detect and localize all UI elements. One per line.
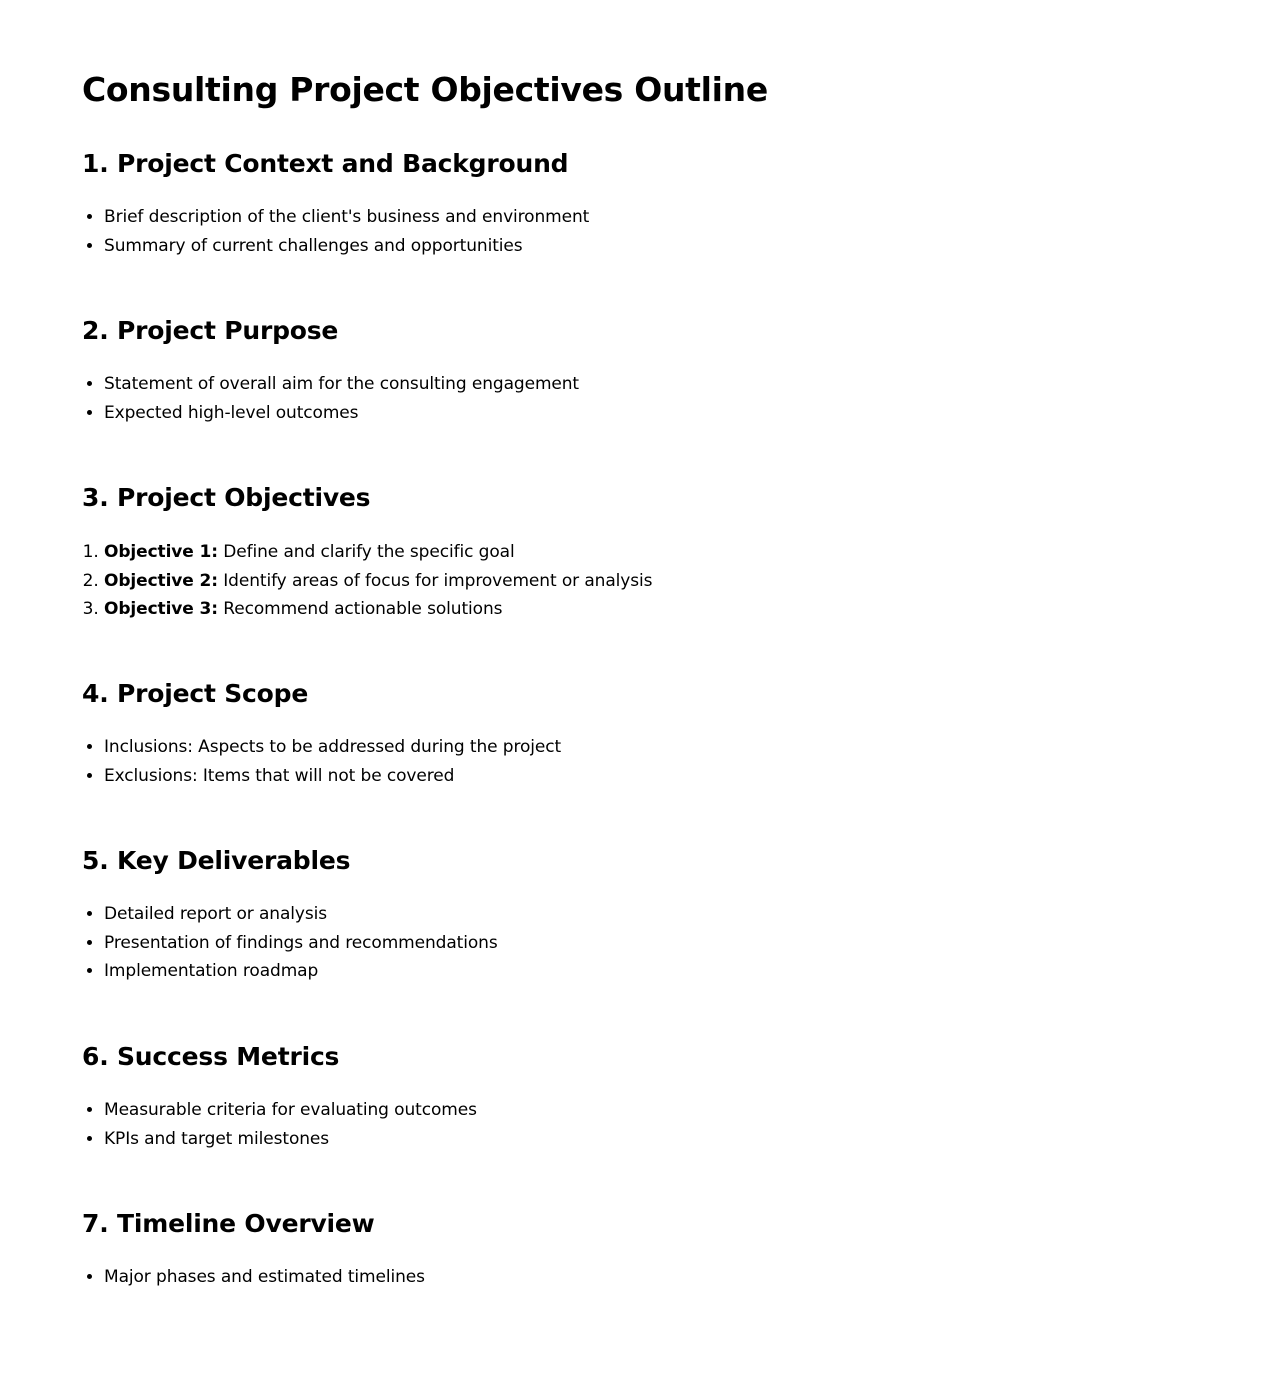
section-purpose (82, 314, 579, 427)
objective-text: Define and clarify the specific goal (217, 542, 515, 562)
section-heading: 2. Project Purpose (82, 316, 339, 345)
objective-label: Objective 1: (104, 542, 218, 562)
page-title: Consulting Project Objectives Outline (82, 70, 768, 109)
bullet-list (82, 370, 579, 427)
list-item: • Detailed report or analysis (104, 900, 498, 929)
section-timeline (82, 1207, 425, 1292)
section-objectives (82, 481, 652, 624)
section-deliverables (82, 844, 498, 986)
numbered-list (82, 538, 652, 624)
section-heading: 3. Project Objectives (82, 483, 371, 512)
section-context (82, 147, 589, 260)
bullet-list (82, 203, 589, 260)
objective-text: Recommend actionable solutions (217, 599, 503, 619)
list-item: • Measurable criteria for evaluating outcomes (104, 1096, 477, 1125)
objective-label: Objective 2: (104, 570, 218, 591)
section-heading: 4. Project Scope (82, 679, 309, 708)
list-item: • Major phases and estimated timelines (104, 1263, 425, 1292)
bullet-list (82, 900, 498, 986)
bullet-list (82, 1263, 425, 1292)
objective-label: Objective 3: (104, 599, 218, 619)
list-item: • Exclusions: Items that will not be covered (104, 762, 561, 791)
list-item (104, 595, 652, 624)
section-scope (82, 677, 561, 790)
list-item: • Presentation of findings and recommendations (104, 929, 498, 958)
section-heading: 7. Timeline Overview (82, 1209, 375, 1238)
bullet-list (82, 1096, 477, 1153)
list-item: • Implementation roadmap (104, 957, 498, 986)
section-heading: 1. Project Context and Background (82, 149, 569, 178)
section-success-metrics (82, 1040, 477, 1153)
list-item: • Inclusions: Aspects to be addressed during the project (104, 733, 561, 762)
list-item: • KPIs and target milestones (104, 1125, 477, 1154)
list-item (104, 538, 652, 567)
list-item: • Summary of current challenges and opportunities (104, 232, 589, 261)
document (82, 68, 1182, 1287)
objective-text: Identify areas of focus for improvement or analysis (217, 570, 653, 591)
list-item (104, 567, 652, 596)
bullet-list (82, 733, 561, 790)
section-heading: 6. Success Metrics (82, 1042, 340, 1071)
list-item: • Expected high-level outcomes (104, 399, 579, 428)
section-heading: 5. Key Deliverables (82, 846, 351, 875)
list-item: • Brief description of the client's business and environment (104, 203, 589, 232)
list-item: • Statement of overall aim for the consulting engagement (104, 370, 579, 399)
